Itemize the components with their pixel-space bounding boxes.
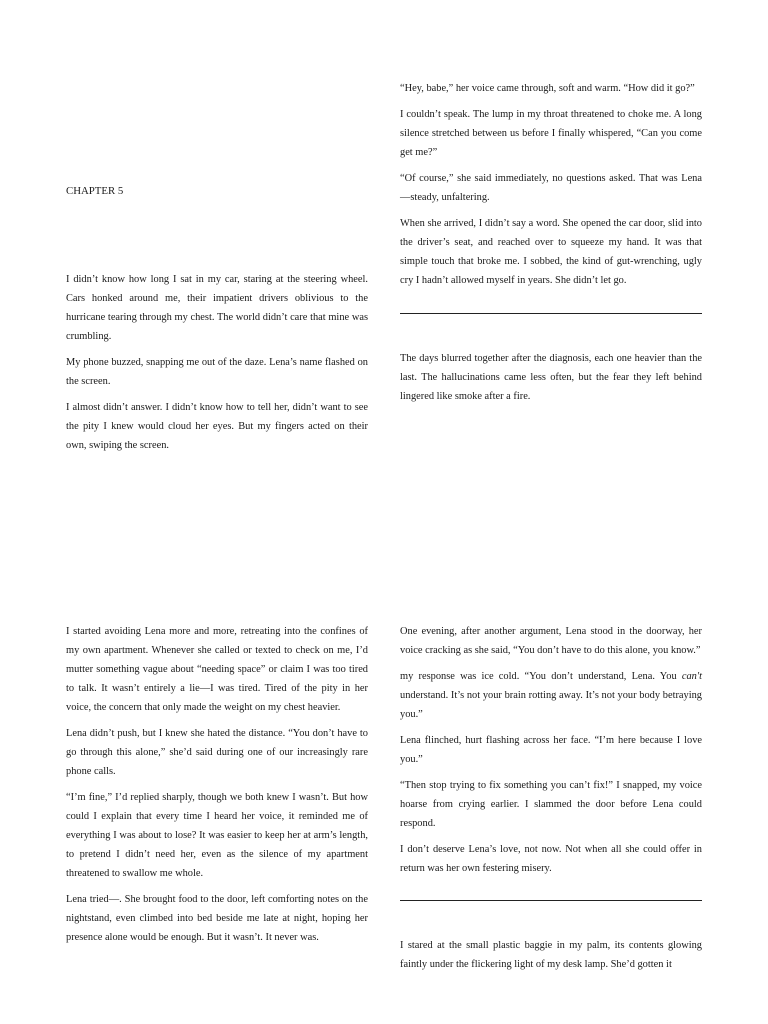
- paragraph: Lena tried—. She brought food to the door, left comforting notes on the nightstand, even climbed into bed beside me late at night, hoping her presence alone would be enough. But it wasn’t. It never was.: [66, 894, 368, 943]
- column-bottom-left: [66, 622, 368, 954]
- paragraph: “Of course,” she said immediately, no questions asked. That was Lena—steady, unfaltering.: [400, 173, 702, 203]
- paragraph: Lena didn’t push, but I knew she hated the distance. “You don’t have to go through this alone,” she’d said during one of our increasingly rare phone calls.: [66, 728, 368, 777]
- paragraph-text: understand. It’s not your brain rotting away. It’s not your body betraying you.”: [400, 690, 702, 720]
- paragraph: I almost didn’t answer. I didn’t know how to tell her, didn’t want to see the pity I knew would cloud her eyes. But my fingers acted on their own, swiping the screen.: [66, 402, 368, 451]
- emphasis-text: can't: [681, 671, 702, 682]
- paragraph: “Hey, babe,” her voice came through, soft and warm. “How did it go?”: [400, 83, 695, 94]
- paragraph: “I’m fine,” I’d replied sharply, though we both knew I wasn’t. But how could I explain that every time I heard her voice, it reminded me of everything I was about to lose? It was easier to keep her at arm’s length, to pretend I didn’t need her, even as the silence of my apartment threatened to swallow me whole.: [66, 792, 368, 879]
- column-top-right: [400, 79, 702, 413]
- paragraph: I don’t deserve Lena’s love, not now. Not when all she could offer in return was her own festering misery.: [400, 844, 702, 874]
- chapter-spacer: [66, 208, 368, 270]
- paragraph: [400, 667, 702, 724]
- paragraph: “Then stop trying to fix something you can’t fix!” I snapped, my voice hoarse from crying earlier. I slammed the door before Lena could respond.: [400, 780, 702, 829]
- chapter-title: CHAPTER 5: [66, 185, 124, 197]
- paragraph: When she arrived, I didn’t say a word. She opened the car door, slid into the driver’s seat, and reached over to squeeze my hand. It was that simple touch that broke me. I sobbed, the kind of gut-wrenching, ugly cry I hadn’t allowed myself in years. She didn’t let go.: [400, 218, 702, 286]
- paragraph: Lena flinched, hurt flashing across her face. “I’m here because I love you.”: [400, 735, 702, 765]
- paragraph: I didn’t know how long I sat in my car, staring at the steering wheel. Cars honked around me, their impatient drivers oblivious to the hurricane tearing through my chest. The world didn’t care that mine was crumbling.: [66, 274, 368, 342]
- column-top-left: [66, 182, 368, 462]
- column-bottom-right: [400, 622, 702, 981]
- paragraph: The days blurred together after the diagnosis, each one heavier than the last. The hallucinations came less often, but the fear they left behind lingered like smoke after a fire.: [400, 353, 702, 402]
- paragraph: I couldn’t speak. The lump in my throat threatened to choke me. A long silence stretched between us before I finally whispered, “Can you come get me?”: [400, 109, 702, 158]
- paragraph: I started avoiding Lena more and more, retreating into the confines of my own apartment. Whenever she called or texted to check on me, I’d mutter something vague about “needing space” or claim I was too tired to talk. It wasn’t entirely a lie—I was tired. Tired of the pity in her voice, the concern that only made the weight on my chest heavier.: [66, 626, 368, 713]
- paragraph: One evening, after another argument, Lena stood in the doorway, her voice cracking as she said, “You don’t have to do this alone, you know.”: [400, 626, 702, 656]
- paragraph: I stared at the small plastic baggie in my palm, its contents glowing faintly under the flickering light of my desk lamp. She’d gotten it: [400, 940, 702, 970]
- paragraph: My phone buzzed, snapping me out of the daze. Lena’s name flashed on the screen.: [66, 357, 368, 387]
- paragraph-text: my response was ice cold. “You don’t understand, Lena. You: [400, 671, 682, 682]
